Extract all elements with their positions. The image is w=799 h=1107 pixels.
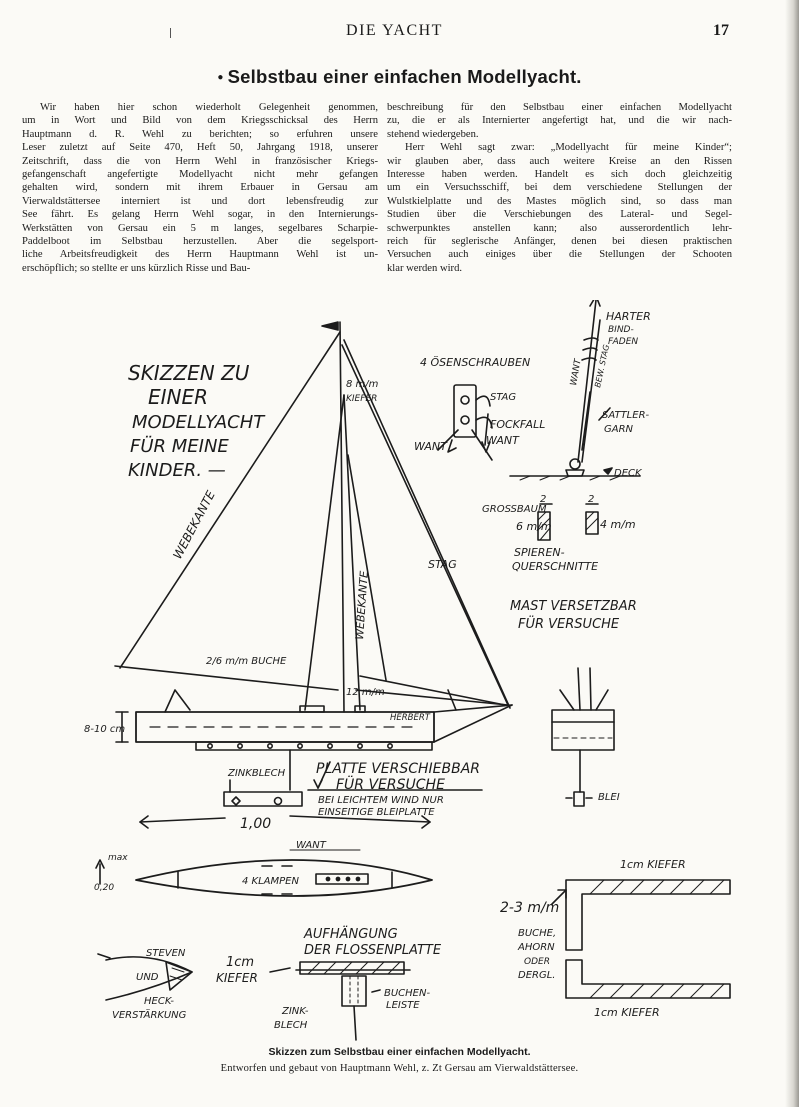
label-spiere-f-2: 4 m/m (600, 518, 636, 531)
text-line: schwerpunktes anstellen kann; also ausserordentlich lehr- (387, 222, 732, 234)
label-steven: STEVEN (146, 948, 186, 959)
text-line: Werkstätten von Gersau ein 5 m langes, segelbares Scharpie- (22, 222, 378, 234)
label-mast-versetzbar-2: FÜR VERSUCHE (518, 617, 620, 632)
label-buchen-1: BUCHEN- (384, 988, 431, 999)
text-line: Herr Wehl sagt zwar: „Modellyacht für meine Kinder“; (405, 142, 732, 154)
label-wind-1: BEI LEICHTEM WIND NUR (318, 795, 444, 806)
label-buche: BUCHE, (518, 928, 557, 939)
sketch-figure (0, 300, 799, 1045)
label-want-left: WANT (414, 440, 447, 453)
label-spiere-g-2: 6 m/m (516, 520, 552, 533)
label-dergl: DERGL. (518, 970, 556, 981)
label-stag-2: STAG (490, 392, 517, 403)
label-bindfaden-2: FADEN (608, 337, 639, 347)
column-left (22, 101, 378, 275)
label-spiere-f-1: 2 (588, 494, 595, 505)
corner-joint-detail (552, 880, 730, 998)
text-line: Wir haben hier schon wiederholt Gelegenheit genommen, (40, 102, 378, 113)
caption-credit: Entworfen und gebaut von Hauptmann Wehl, z. Zt Gersau am Vierwaldstättersee. (220, 1063, 579, 1074)
label-want-top: WANT (296, 840, 326, 851)
text-line: klar werden wird. (387, 262, 463, 274)
sketch-title-2: EINER (148, 385, 209, 409)
label-buchen-2: LEISTE (386, 1000, 420, 1011)
label-ahorn: AHORN (518, 942, 555, 953)
label-aufhaengung-2: DER FLOSSENPLATTE (304, 943, 442, 958)
label-heck-1: HECK- (144, 996, 174, 1007)
label-kiefer-1cm-2: KIEFER (216, 971, 258, 985)
label-stag: STAG (428, 558, 457, 571)
section-view (552, 668, 614, 806)
label-max-2: 0,20 (94, 883, 115, 893)
label-grossbaum: GROSSBAUM (482, 504, 547, 515)
label-herbert: HERBERT (390, 713, 430, 723)
text-line: See fährt. Es gelang Herrn Wehl sogar, in den Internierungs- (22, 209, 378, 221)
label-zinkblech: ZINKBLECH (228, 768, 286, 779)
label-max-1: max (108, 853, 128, 863)
label-kiefer-bottom: 1cm KIEFER (594, 1006, 660, 1019)
label-kiefer-top: 1cm KIEFER (620, 858, 686, 871)
text-line: wir glauben aber, dass auch weitere Kreise an den Rissen (387, 155, 732, 167)
running-title: DIE YACHT (346, 22, 443, 39)
label-webekante-main: WEBEKANTE (170, 488, 218, 562)
text-line: Leser zuletzt auf Seite 470, Heft 50, Jahrgang 1918, unserer (22, 142, 378, 154)
text-line: reich für seglerische Anfänger, denen bei diesen praktischen (387, 236, 732, 248)
label-mm-2-3: 2-3 m/m (500, 900, 560, 916)
label-want-vertical: WANT (569, 358, 584, 387)
label-mast-dim: 8 m/m (346, 379, 379, 390)
label-harter: HARTER (606, 310, 651, 323)
label-mast-base: 12 m/m (346, 687, 385, 698)
label-platte-1: PLATTE VERSCHIEBBAR (316, 761, 481, 777)
text-line: Vierwaldstättersee interniert ist und dort lebensfreudig zur (22, 195, 378, 207)
text-line: gehalten wird, sondern mit ihrem Erbauer in Gersau am (22, 182, 378, 194)
label-zink-2: BLECH (274, 1020, 308, 1031)
label-bindfaden-1: BIND- (608, 325, 634, 335)
text-line: Interesse haben werden. Handelt es sich doch gleichzeitig (387, 169, 732, 181)
label-platte-2: FÜR VERSUCHE (336, 777, 445, 793)
text-line: stehend wiedergeben. (387, 128, 479, 140)
text-line: gefangenschaft angefertigte Modellyacht nicht mehr gefangen (22, 169, 378, 181)
text-line: Paddelboot im Selbstbau herzustellen. Aber die segelsport- (22, 236, 378, 248)
label-webekante-jib: WEBEKANTE (353, 570, 371, 641)
label-oder: ODER (524, 957, 550, 967)
figure-caption (0, 1046, 799, 1074)
sketch-title-3: MODELLYACHT (132, 412, 265, 433)
label-mast-versetzbar-1: MAST VERSETZBAR (510, 599, 637, 614)
sketch-title-1: SKIZZEN ZU (128, 361, 250, 385)
label-aufhaengung-1: AUFHÄNGUNG (304, 927, 398, 942)
text-line: Studien über die Verschiebungen des Lateral- und Segel- (387, 209, 732, 221)
text-line: liche Arbeitsfreudigkeit des Herrn Hauptmann Wehl ist un- (22, 249, 378, 261)
page-edge (785, 0, 799, 1107)
text-line: beschreibung für den Selbstbau einer einfachen Modellyacht (387, 102, 732, 113)
article-title: ● Selbstbau einer einfachen Modellyacht. (217, 66, 582, 87)
text-line: um in Wort und Bild von dem Kriegsschicksal des Herrn (22, 115, 378, 127)
label-boom: 2/6 m/m BUCHE (206, 656, 287, 667)
label-blei: BLEI (598, 792, 620, 803)
text-line: erschöpflich; so stellte er uns kürzlich Risse und Bau- (22, 262, 251, 274)
label-spiere-g-1: 2 (540, 494, 547, 505)
sketch-title-4: FÜR MEINE (130, 436, 229, 457)
text-line: Versuchen auch einiges über die Stellungen der Schooten (387, 249, 732, 261)
label-zink-1: ZINK- (282, 1006, 309, 1017)
label-mast-wood: KIEFER (346, 394, 378, 404)
page-number: 17 (713, 22, 729, 39)
text-line: Hauptmann d. R. Wehl zu berichten; so erfuhren unsere (22, 128, 378, 140)
label-sattler-1: SATTLER- (602, 410, 650, 421)
label-kiefer-1cm-1: 1cm (226, 955, 255, 970)
sketch-title-5: KINDER. — (128, 460, 226, 481)
label-spieren-2: QUERSCHNITTE (512, 560, 599, 573)
caption-title: Skizzen zum Selbstbau einer einfachen Modellyacht. (268, 1046, 531, 1058)
label-bew-stag: BEW. STAG (593, 343, 612, 389)
text-line: Zeitschrift, dass die von Herrn Wehl in französischer Kriegs- (22, 155, 378, 167)
label-height: 8-10 cm (84, 724, 126, 735)
page-header (30, 22, 759, 46)
label-und: UND (136, 972, 159, 983)
label-oesen: 4 ÖSENSCHRAUBEN (420, 356, 531, 369)
label-fockfall: FOCKFALL (490, 418, 546, 431)
text-line: Wulstkielplatte und des Mastes möglich sind, so dass man (387, 195, 732, 207)
article-title-text: Selbstbau einer einfachen Modellyacht. (227, 66, 582, 87)
deck-plan (96, 850, 432, 896)
label-spieren-1: SPIEREN- (514, 546, 565, 559)
label-want-right: WANT (486, 434, 519, 447)
label-klampen: 4 KLAMPEN (242, 876, 299, 887)
label-sattler-2: GARN (604, 424, 634, 435)
label-length: 1,00 (240, 816, 272, 832)
text-line: zu, die er als Internierter angefertigt hat, und die wir nach- (387, 115, 732, 127)
column-right (387, 101, 732, 275)
label-heck-2: VERSTÄRKUNG (112, 1010, 187, 1021)
label-wind-2: EINSEITIGE BLEIPLATTE (318, 807, 435, 818)
label-deck: DECK (614, 468, 642, 479)
text-line: um ein Versuchsschiff, bei dem verschiedene Stellungen der (387, 182, 732, 194)
